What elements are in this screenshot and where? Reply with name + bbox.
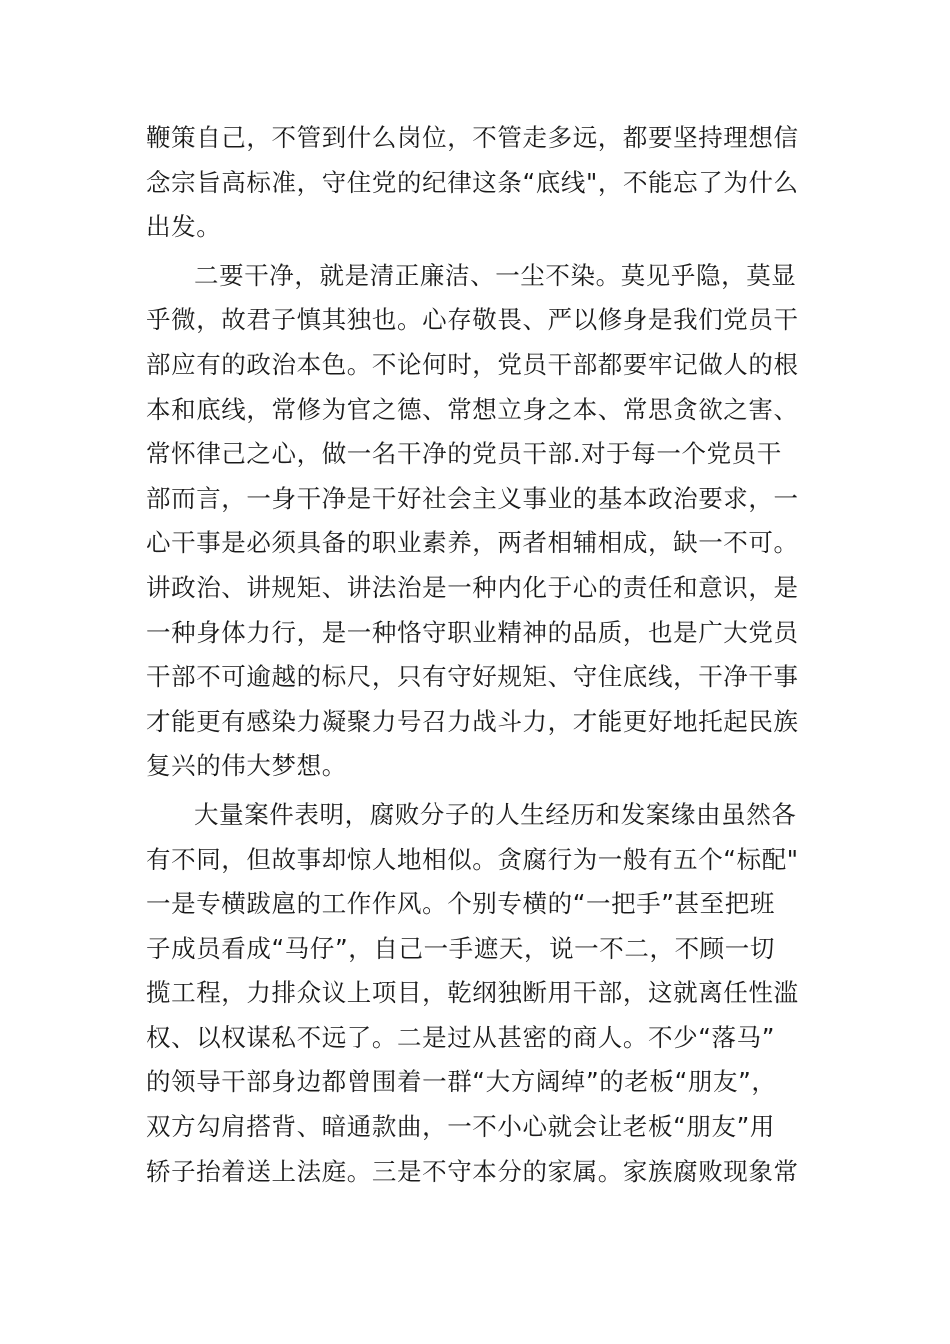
paragraph-2-line-1: 二要干净，就是清正廉洁、一尘不染。莫见乎隐，莫显 xyxy=(194,260,797,290)
paragraph-2-line-12: 复兴的伟大梦想。 xyxy=(146,751,347,781)
paragraph-1-line-2: 念宗旨高标准，守住党的纪律这条“底线"，不能忘了为什么 xyxy=(146,167,799,197)
paragraph-3-line-3: 一是专横跋扈的工作作风。个别专横的“一把手”甚至把班 xyxy=(146,889,775,919)
paragraph-3-line-9: 轿子抬着送上法庭。三是不守本分的家属。家族腐败现象常 xyxy=(146,1156,799,1186)
paragraph-2-line-4: 本和底线，常修为官之德、常想立身之本、常思贪欲之害、 xyxy=(146,394,799,424)
paragraph-2-line-10: 干部不可逾越的标尺，只有守好规矩、守住底线，干净干事 xyxy=(146,662,799,692)
paragraph-2-line-5: 常怀律己之心，做一名干净的党员干部.对于每一个党员干 xyxy=(146,439,782,469)
paragraph-3-line-1: 大量案件表明，腐败分子的人生经历和发案缘由虽然各 xyxy=(194,799,797,829)
body-text xyxy=(146,116,806,1194)
paragraph-3-line-8: 双方勾肩搭背、暗通款曲，一不小心就会让老板“朋友”用 xyxy=(146,1112,775,1142)
paragraph-3-line-7: 的领导干部身边都曾围着一群“大方阔绰”的老板“朋友”， xyxy=(146,1067,777,1097)
paragraph-2-line-7: 心干事是必须具备的职业素养，两者相辅相成，缺一不可。 xyxy=(146,528,799,558)
paragraph-2-line-8: 讲政治、讲规矩、讲法治是一种内化于心的责任和意识，是 xyxy=(146,572,799,602)
paragraph-3-line-5: 揽工程，力排众议上项目，乾纲独断用干部，这就离任性滥 xyxy=(146,978,799,1008)
paragraph-2-line-11: 才能更有感染力凝聚力号召力战斗力，才能更好地托起民族 xyxy=(146,706,799,736)
paragraph-2-line-2: 乎微，故君子慎其独也。心存敬畏、严以修身是我们党员干 xyxy=(146,305,799,335)
paragraph-2-line-3: 部应有的政治本色。不论何时，党员干部都要牢记做人的根 xyxy=(146,349,799,379)
paragraph-2-line-9: 一种身体力行，是一种恪守职业精神的品质，也是广大党员 xyxy=(146,617,799,647)
paragraph-3-line-6: 权、以权谋私不远了。二是过从甚密的商人。不少“落马” xyxy=(146,1022,775,1052)
paragraph-1-line-1: 鞭策自己，不管到什么岗位，不管走多远，都要坚持理想信 xyxy=(146,123,799,152)
paragraph-3-line-2: 有不同，但故事却惊人地相似。贪腐行为一般有五个“标配" xyxy=(146,844,799,874)
paragraph-2-line-6: 部而言，一身干净是干好社会主义事业的基本政治要求，一 xyxy=(146,483,799,513)
paragraph-3-line-4: 子成员看成“马仔”，自己一手遮天，说一不二，不顾一切 xyxy=(146,933,775,963)
paragraph-1-line-3: 出发。 xyxy=(146,212,222,242)
